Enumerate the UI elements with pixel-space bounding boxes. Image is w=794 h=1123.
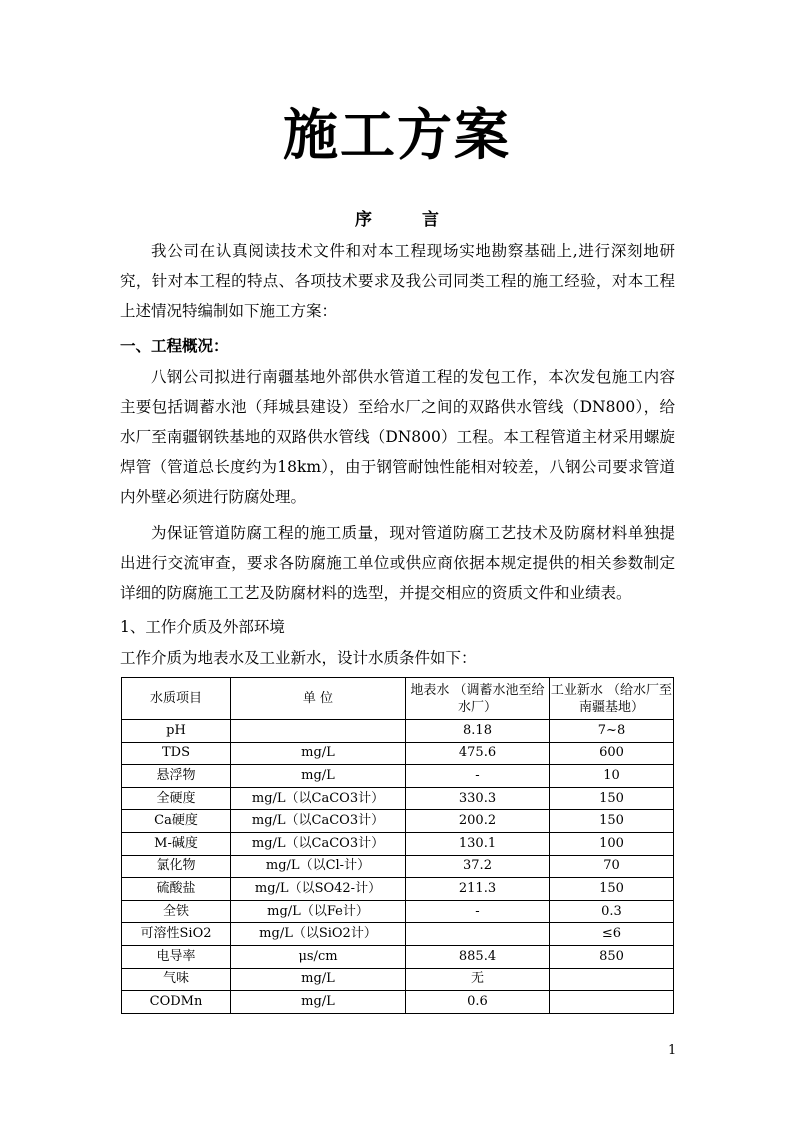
table-row	[122, 945, 674, 968]
cell-item: CODMn	[122, 991, 231, 1014]
overview-paragraph-1: 八钢公司拟进行南疆基地外部供水管道工程的发包工作，本次发包施工内容主要包括调蓄水池（拜城县建设）至给水厂之间的双路供水管线（DN800），给水厂至南疆钢铁基地的双路供水管线（DN800）工程。本工程管道主材采用螺旋焊管（管道总长度约为18km），由于钢管耐蚀性能相对较差，八钢公司要求管道内外壁必须进行防腐处理。	[120, 368, 675, 506]
cell-industrial-water	[550, 991, 674, 1014]
cell-industrial-water: 850	[550, 945, 674, 968]
cell-unit	[231, 720, 406, 743]
table-row	[122, 765, 674, 788]
cell-unit: μs/cm	[231, 945, 406, 968]
cell-industrial-water: 150	[550, 787, 674, 810]
cell-item: Ca硬度	[122, 810, 231, 833]
cell-unit: mg/L（以SiO2计）	[231, 923, 406, 946]
cell-industrial-water: 70	[550, 855, 674, 878]
cell-unit: mg/L	[231, 968, 406, 991]
cell-industrial-water: 7~8	[550, 720, 674, 743]
table-row	[122, 720, 674, 743]
table-row	[122, 855, 674, 878]
water-quality-table	[121, 677, 674, 1014]
cell-unit: mg/L（以CaCO3计）	[231, 787, 406, 810]
cell-item: 电导率	[122, 945, 231, 968]
cell-industrial-water: 150	[550, 810, 674, 833]
cell-industrial-water	[550, 968, 674, 991]
cell-surface-water: -	[406, 765, 550, 788]
cell-unit: mg/L（以CaCO3计）	[231, 832, 406, 855]
cell-industrial-water: 600	[550, 742, 674, 765]
preface-heading: 序 言	[355, 210, 461, 230]
cell-industrial-water: 100	[550, 832, 674, 855]
medium-intro-text: 工作介质为地表水及工业新水，设计水质条件如下：	[120, 649, 477, 667]
cell-surface-water: 无	[406, 968, 550, 991]
cell-industrial-water: 0.3	[550, 900, 674, 923]
table-header-row	[122, 678, 674, 720]
table-row	[122, 810, 674, 833]
cell-unit: mg/L（以SO42-计）	[231, 878, 406, 901]
cell-surface-water: 0.6	[406, 991, 550, 1014]
table-row	[122, 991, 674, 1014]
cell-unit: mg/L（以CaCO3计）	[231, 810, 406, 833]
cell-surface-water	[406, 923, 550, 946]
document-title: 施工方案	[282, 102, 511, 167]
table-row	[122, 968, 674, 991]
cell-unit: mg/L（以Cl-计）	[231, 855, 406, 878]
section-heading-overview: 一、工程概况：	[120, 336, 229, 355]
cell-item: 悬浮物	[122, 765, 231, 788]
overview-paragraph-2: 为保证管道防腐工程的施工质量，现对管道防腐工艺技术及防腐材料单独提出进行交流审查，要求各防腐施工单位或供应商依据本规定提供的相关参数制定详细的防腐施工工艺及防腐材料的选型，并提交相应的资质文件和业绩表。	[120, 524, 675, 602]
cell-surface-water: 37.2	[406, 855, 550, 878]
cell-surface-water: 200.2	[406, 810, 550, 833]
cell-surface-water: 330.3	[406, 787, 550, 810]
cell-item: pH	[122, 720, 231, 743]
cell-industrial-water: 150	[550, 878, 674, 901]
cell-surface-water: -	[406, 900, 550, 923]
cell-unit: mg/L	[231, 991, 406, 1014]
cell-surface-water: 475.6	[406, 742, 550, 765]
cell-item: 可溶性SiO2	[122, 923, 231, 946]
cell-item: M-碱度	[122, 832, 231, 855]
cell-item: 气味	[122, 968, 231, 991]
cell-surface-water: 8.18	[406, 720, 550, 743]
cell-unit: mg/L	[231, 765, 406, 788]
table-row	[122, 832, 674, 855]
cell-surface-water: 130.1	[406, 832, 550, 855]
cell-surface-water: 885.4	[406, 945, 550, 968]
header-industrial-water: 工业新水 （给水厂至南疆基地）	[550, 678, 674, 720]
table-row	[122, 742, 674, 765]
table-row	[122, 787, 674, 810]
cell-item: TDS	[122, 742, 231, 765]
table-row	[122, 878, 674, 901]
cell-item: 氯化物	[122, 855, 231, 878]
intro-paragraph: 我公司在认真阅读技术文件和对本工程现场实地勘察基础上,进行深刻地研究，针对本工程的特点、各项技术要求及我公司同类工程的施工经验，对本工程上述情况特编制如下施工方案：	[120, 242, 675, 320]
page-number: 1	[668, 1043, 677, 1058]
cell-unit: mg/L	[231, 742, 406, 765]
header-unit: 单 位	[231, 678, 406, 720]
cell-industrial-water: ≤6	[550, 923, 674, 946]
cell-industrial-water: 10	[550, 765, 674, 788]
cell-item: 硫酸盐	[122, 878, 231, 901]
cell-surface-water: 211.3	[406, 878, 550, 901]
subsection-heading-medium: 1、工作介质及外部环境	[120, 618, 285, 636]
cell-unit: mg/L（以Fe计）	[231, 900, 406, 923]
header-item: 水质项目	[122, 678, 231, 720]
table-row	[122, 923, 674, 946]
header-surface-water: 地表水 （调蓄水池至给水厂）	[406, 678, 550, 720]
cell-item: 全铁	[122, 900, 231, 923]
table-row	[122, 900, 674, 923]
cell-item: 全硬度	[122, 787, 231, 810]
